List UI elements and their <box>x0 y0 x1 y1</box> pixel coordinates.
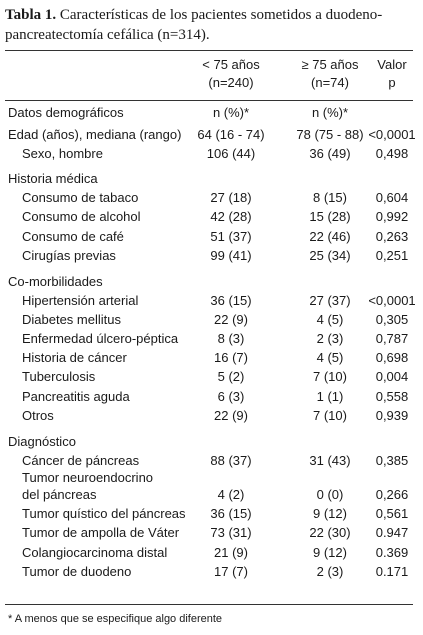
cell-p-value: <0,0001 <box>368 127 416 142</box>
table-row <box>0 387 423 407</box>
cell-under-75: 5 (2) <box>217 369 245 384</box>
cell-under-75: 8 (3) <box>217 331 245 346</box>
cell-under-75: 27 (18) <box>210 190 252 205</box>
cell-over-75: 27 (37) <box>309 293 351 308</box>
table-number: Tabla 1. <box>5 7 57 23</box>
cell-p-value: 0.947 <box>375 525 409 540</box>
header-under-75-label: < 75 años <box>202 57 260 72</box>
cell-under-75: 36 (15) <box>210 506 252 521</box>
row-label: del páncreas <box>22 487 97 502</box>
cell-over-75: 1 (1) <box>316 389 344 404</box>
header-over-75-n: (n=74) <box>311 75 349 90</box>
table-row <box>0 504 423 524</box>
header-rule <box>5 100 413 101</box>
header-under-75 <box>176 56 286 92</box>
header-over-75 <box>290 56 370 92</box>
row-label: Enfermedad úlcero-péptica <box>22 331 179 346</box>
cell-p-value: 0,498 <box>375 146 409 161</box>
cell-over-75: 36 (49) <box>309 146 351 161</box>
table-row <box>0 246 423 266</box>
cell-under-75: 106 (44) <box>206 146 256 161</box>
cell-p-value: 0,263 <box>375 229 409 244</box>
cell-under-75: 22 (9) <box>214 312 248 327</box>
table-row <box>0 523 423 543</box>
table-row <box>0 406 423 426</box>
cell-over-75: 9 (12) <box>313 545 347 560</box>
cell-under-75: 88 (37) <box>210 453 252 468</box>
bottom-rule <box>5 604 413 605</box>
header-over-75-label: ≥ 75 años <box>301 57 359 72</box>
row-label: Cirugías previas <box>22 248 116 263</box>
table-row <box>0 310 423 330</box>
cell-under-75: n (%)* <box>212 105 250 120</box>
cell-under-75: 4 (2) <box>217 487 245 502</box>
row-label: Consumo de tabaco <box>22 190 139 205</box>
cell-over-75: 4 (5) <box>316 350 344 365</box>
cell-p-value: 0,698 <box>375 350 409 365</box>
cell-over-75: 2 (3) <box>316 564 344 579</box>
table-row <box>0 188 423 208</box>
table-row <box>0 103 423 123</box>
row-label: Diagnóstico <box>8 434 76 449</box>
row-label: Consumo de alcohol <box>22 209 141 224</box>
cell-p-value: 0,992 <box>375 209 409 224</box>
header-p-value <box>362 56 422 92</box>
cell-under-75: 99 (41) <box>210 248 252 263</box>
row-label: Edad (años), mediana (rango) <box>8 127 182 142</box>
cell-over-75: 22 (30) <box>309 525 351 540</box>
cell-over-75: 78 (75 - 88) <box>296 127 364 142</box>
cell-p-value: 0.171 <box>375 564 409 579</box>
table-row <box>0 329 423 349</box>
row-label: Otros <box>22 408 54 423</box>
cell-over-75: 0 (0) <box>316 487 344 502</box>
table-row <box>0 272 423 292</box>
row-label: Historia médica <box>8 171 98 186</box>
table-row <box>0 432 423 452</box>
cell-over-75: 4 (5) <box>316 312 344 327</box>
cell-over-75: 7 (10) <box>313 369 347 384</box>
cell-under-75: 21 (9) <box>214 545 248 560</box>
cell-p-value: <0,0001 <box>368 293 416 308</box>
cell-over-75: 9 (12) <box>313 506 347 521</box>
header-p-value-label: Valor <box>377 57 407 72</box>
cell-over-75: 31 (43) <box>309 453 351 468</box>
table-caption: Características de los pacientes sometidos a duodeno-pancreatectomía cefálica (n=314). <box>5 7 383 43</box>
cell-p-value: 0,561 <box>375 506 409 521</box>
table-row <box>0 485 423 505</box>
row-label: Tumor de duodeno <box>22 564 132 579</box>
table-row <box>0 367 423 387</box>
cell-over-75: 15 (28) <box>309 209 351 224</box>
top-rule <box>5 50 413 51</box>
row-label: Tumor de ampolla de Váter <box>22 525 180 540</box>
footnote: * A menos que se especifique algo diferente <box>8 613 223 625</box>
header-under-75-n: (n=240) <box>208 75 254 90</box>
cell-p-value: 0,604 <box>375 190 409 205</box>
cell-under-75: 17 (7) <box>214 564 248 579</box>
row-label: Colangiocarcinoma distal <box>22 545 168 560</box>
cell-under-75: 6 (3) <box>217 389 245 404</box>
table-title <box>5 5 417 45</box>
cell-p-value: 0,266 <box>375 487 409 502</box>
table-row <box>0 125 423 145</box>
cell-over-75: 2 (3) <box>316 331 344 346</box>
cell-p-value: 0,305 <box>375 312 409 327</box>
cell-p-value: 0,251 <box>375 248 409 263</box>
cell-p-value: 0,004 <box>375 369 409 384</box>
cell-over-75: 7 (10) <box>313 408 347 423</box>
table-row <box>0 227 423 247</box>
table-row <box>0 207 423 227</box>
cell-under-75: 73 (31) <box>210 525 252 540</box>
cell-under-75: 36 (15) <box>210 293 252 308</box>
row-label: Cáncer de páncreas <box>22 453 140 468</box>
cell-over-75: 8 (15) <box>313 190 347 205</box>
table-row <box>0 562 423 582</box>
row-label: Tumor quístico del páncreas <box>22 506 186 521</box>
table-row <box>0 543 423 563</box>
cell-over-75: 22 (46) <box>309 229 351 244</box>
row-label: Tuberculosis <box>22 369 96 384</box>
row-label: Tumor neuroendocrino <box>22 470 154 485</box>
cell-over-75: n (%)* <box>311 105 349 120</box>
row-label: Hipertensión arterial <box>22 293 139 308</box>
table-row <box>0 144 423 164</box>
cell-under-75: 64 (16 - 74) <box>197 127 265 142</box>
cell-p-value: 0,558 <box>375 389 409 404</box>
table-row <box>0 291 423 311</box>
cell-p-value: 0,787 <box>375 331 409 346</box>
header-p-value-symbol: p <box>388 75 396 90</box>
table-row <box>0 348 423 368</box>
cell-p-value: 0,385 <box>375 453 409 468</box>
row-label: Historia de cáncer <box>22 350 127 365</box>
cell-p-value: 0,939 <box>375 408 409 423</box>
cell-under-75: 22 (9) <box>214 408 248 423</box>
row-label: Pancreatitis aguda <box>22 389 130 404</box>
row-label: Diabetes mellitus <box>22 312 121 327</box>
row-label: Sexo, hombre <box>22 146 103 161</box>
table-row <box>0 169 423 189</box>
row-label: Co-morbilidades <box>8 274 103 289</box>
cell-over-75: 25 (34) <box>309 248 351 263</box>
row-label: Consumo de café <box>22 229 124 244</box>
cell-under-75: 42 (28) <box>210 209 252 224</box>
cell-under-75: 16 (7) <box>214 350 248 365</box>
cell-under-75: 51 (37) <box>210 229 252 244</box>
row-label: Datos demográficos <box>8 105 124 120</box>
cell-p-value: 0.369 <box>375 545 409 560</box>
